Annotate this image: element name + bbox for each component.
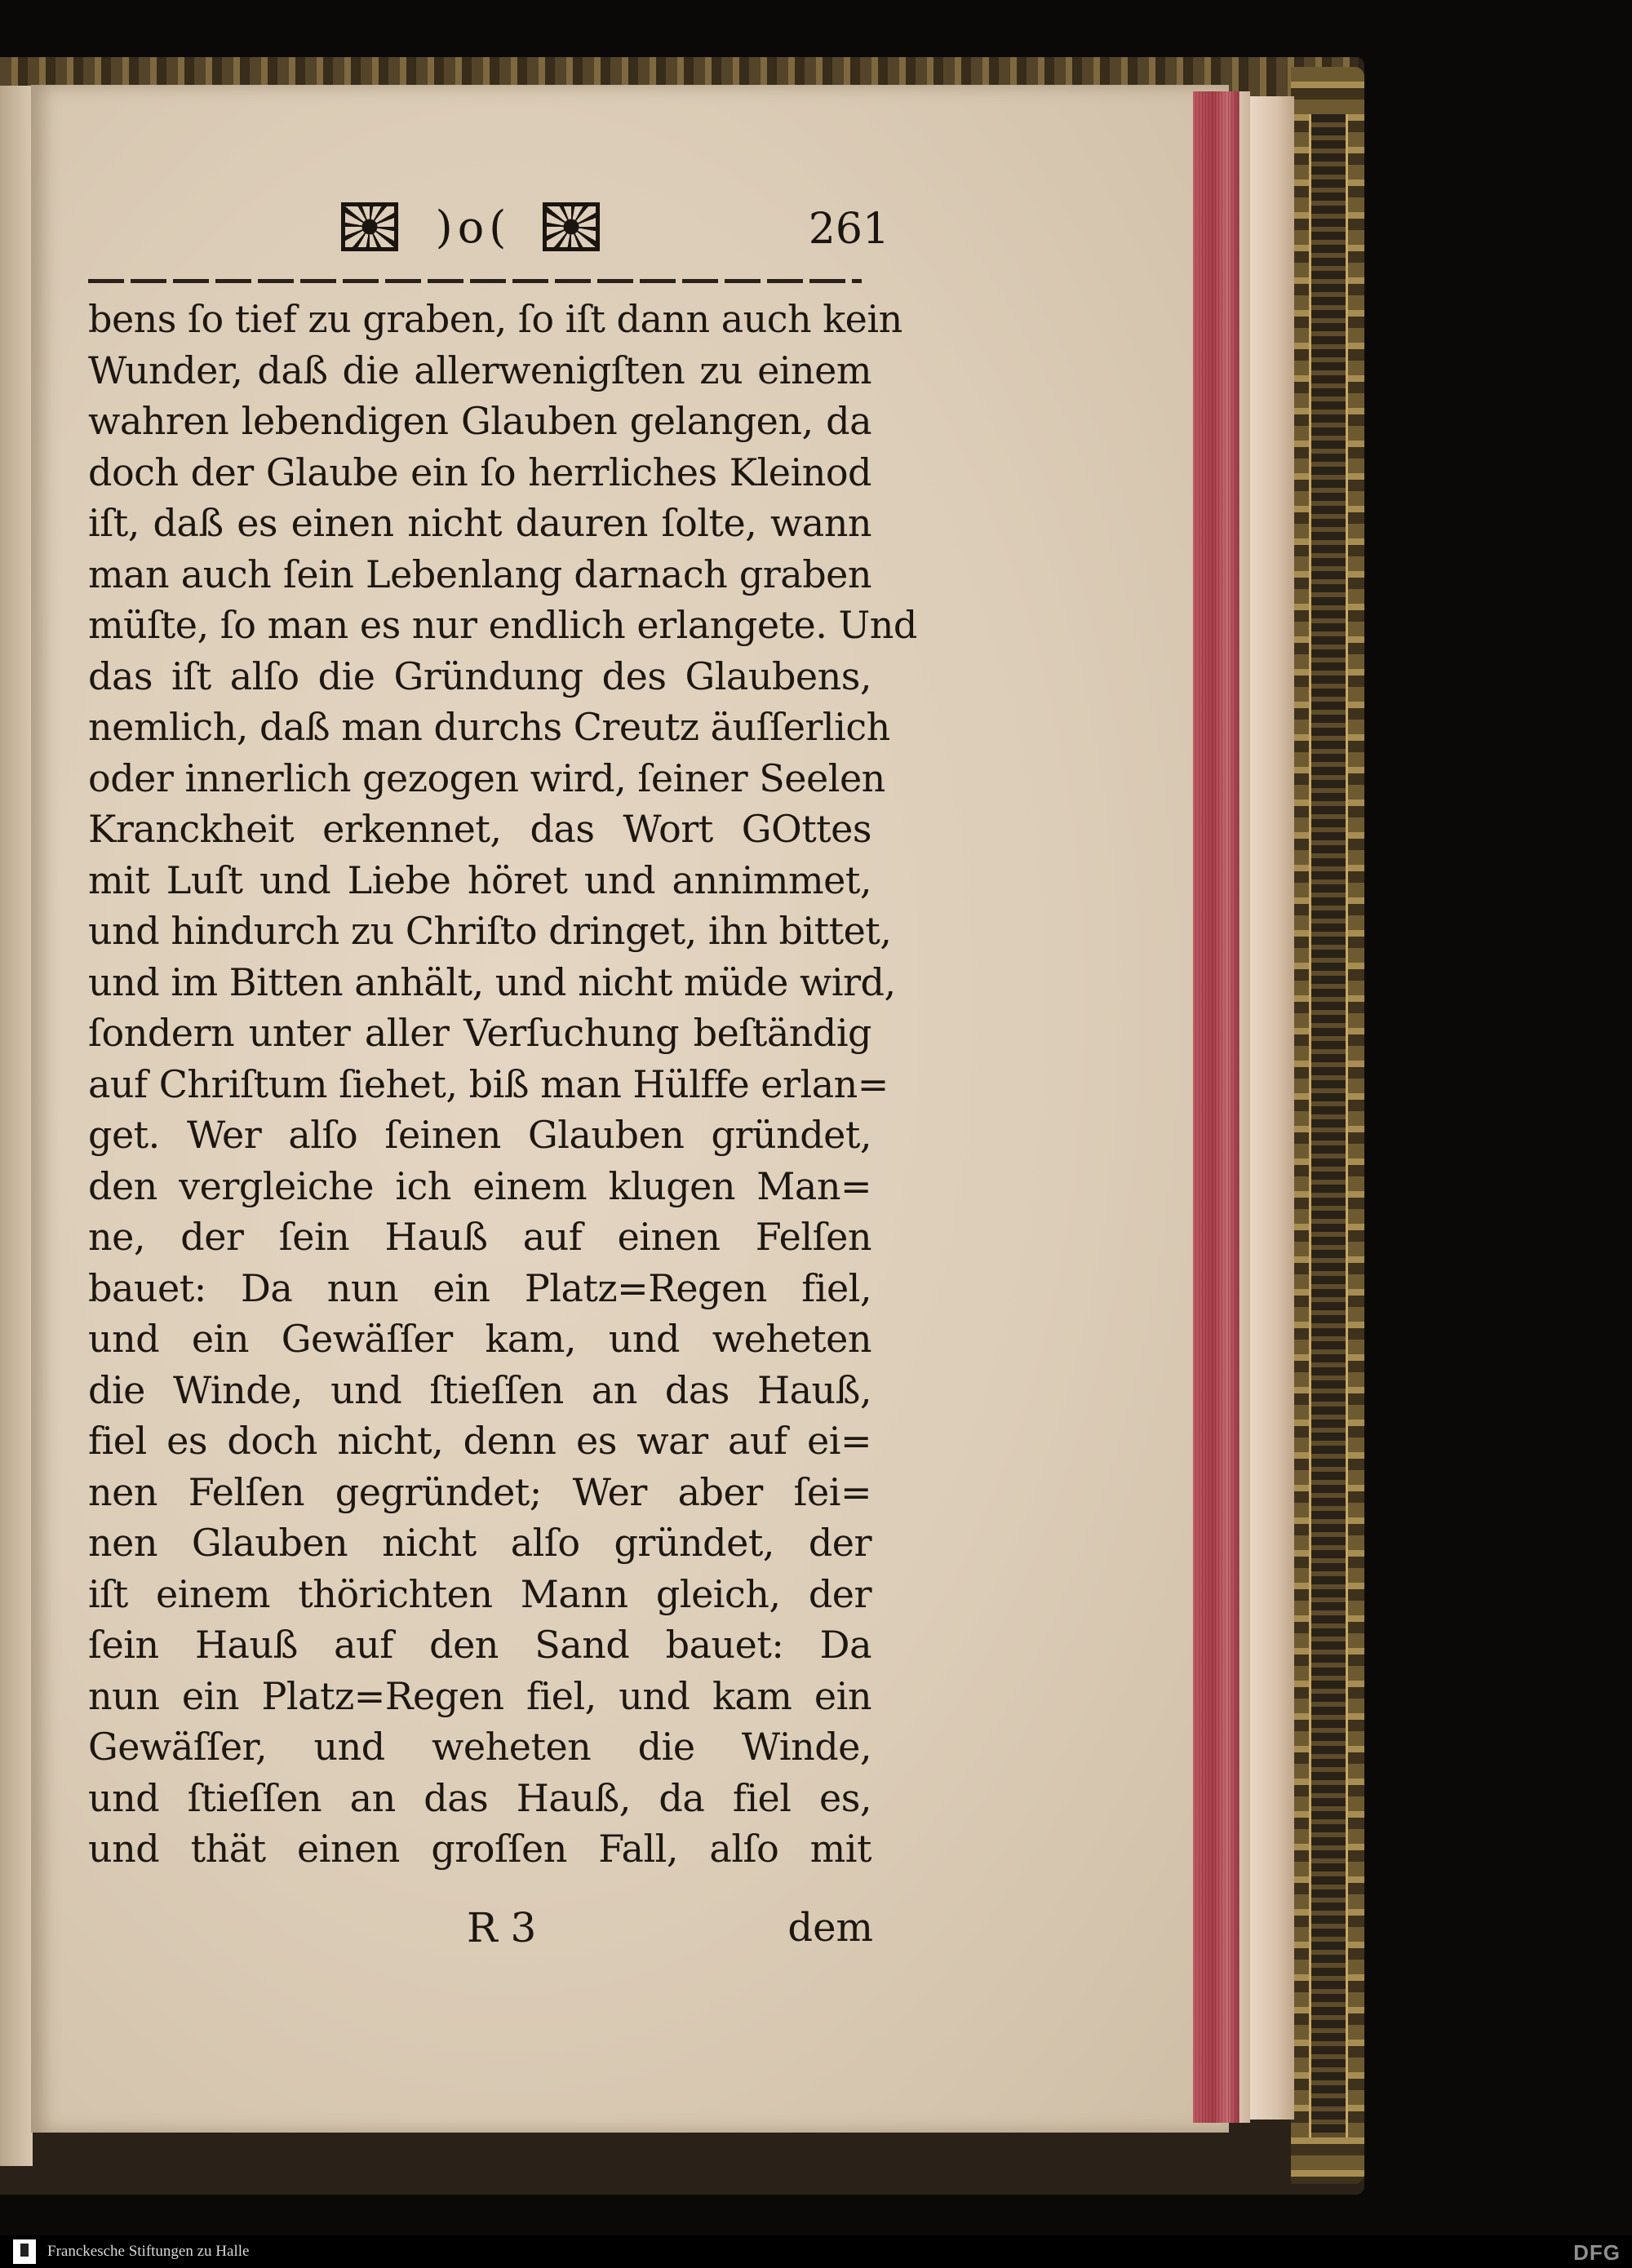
text-line: ne, der ſein Hauß auf einen Felſen — [88, 1215, 871, 1259]
institution-logo-icon — [13, 2239, 36, 2264]
text-line: wahren lebendigen Glauben gelangen, da — [88, 399, 871, 443]
text-line: oder innerlich gezogen wird, ſeiner Seelen — [88, 755, 885, 800]
text-line: doch der Glaube ein ſo herrliches Kleinod — [88, 450, 871, 494]
ornament-left-icon — [341, 202, 398, 251]
text-line: und ein Gewäſſer kam, und weheten — [88, 1317, 871, 1361]
text-line: müſte, ſo man es nur endlich erlangete. Und — [88, 603, 917, 647]
text-line: nemlich, daß man durchs Creutz äuſſerlich — [88, 705, 890, 749]
text-line: ſondern unter aller Verſuchung beſtändig — [88, 1011, 871, 1055]
text-line: man auch ſein Lebenlang darnach graben — [88, 551, 871, 596]
text-line: nen Felſen gegründet; Wer aber ſei= — [88, 1469, 871, 1514]
text-line: bauet: Da nun ein Platz=Regen fiel, — [88, 1265, 871, 1310]
text-line: Kranckheit erkennet, das Wort GOttes — [88, 807, 871, 851]
running-head-mark: )o( — [435, 202, 512, 253]
text-line: und ſtieſſen an das Hauß, da fiel es, — [88, 1775, 871, 1820]
left-page-edge — [0, 86, 33, 2166]
ornament-right-icon — [543, 202, 600, 251]
text-line: nen Glauben nicht alſo gründet, der — [88, 1521, 871, 1565]
text-line: nun ein Platz=Regen fiel, und kam ein — [88, 1673, 871, 1718]
header-rule — [88, 279, 862, 283]
text-line: und thät einen groſſen Fall, alſo mit — [88, 1827, 871, 1871]
viewer-footer-bar — [0, 2235, 1632, 2268]
text-line: bens ſo tief zu graben, ſo iſt dann auch kein — [88, 297, 902, 341]
text-line: die Winde, und ſtieſſen an das Hauß, — [88, 1367, 871, 1412]
text-line: iſt einem thörichten Mann gleich, der — [88, 1571, 871, 1616]
funder-logo: DFG — [1573, 2240, 1621, 2265]
text-line: ſein Hauß auf den Sand bauet: Da — [88, 1623, 871, 1667]
text-line: das iſt alſo die Gründung des Glaubens, — [88, 653, 871, 698]
signature-mark: R 3 — [467, 1904, 537, 1951]
text-line: und hindurch zu Chriſto dringet, ihn bittet, — [88, 909, 892, 953]
text-line: get. Wer alſo ſeinen Glauben gründet, — [88, 1113, 871, 1157]
text-line: fiel es doch nicht, denn es war auf ei= — [88, 1419, 871, 1463]
text-line: auf Chriſtum ſiehet, biß man Hülffe erlan= — [88, 1061, 889, 1106]
page-edge-lines — [1193, 91, 1239, 2123]
body-text — [88, 294, 917, 1875]
text-line: Gewäſſer, und weheten die Winde, — [88, 1725, 871, 1769]
institution-name: Franckesche Stiftungen zu Halle — [47, 2243, 250, 2260]
catchword: dem — [787, 1905, 873, 1951]
text-line: mit Luſt und Liebe höret und annimmet, — [88, 857, 871, 902]
text-line: den vergleiche ich einem klugen Man= — [88, 1163, 871, 1208]
cover-gilt-ornament — [1309, 114, 1348, 2137]
page-number: 261 — [808, 205, 889, 254]
text-line: Wunder, daß die allerwenigſten zu einem — [88, 348, 871, 392]
text-line: iſt, daß es einen nicht dauren ſolte, wann — [88, 501, 871, 545]
text-line: und im Bitten anhält, und nicht müde wird, — [88, 959, 896, 1004]
page-edge-light — [1250, 96, 1294, 2120]
